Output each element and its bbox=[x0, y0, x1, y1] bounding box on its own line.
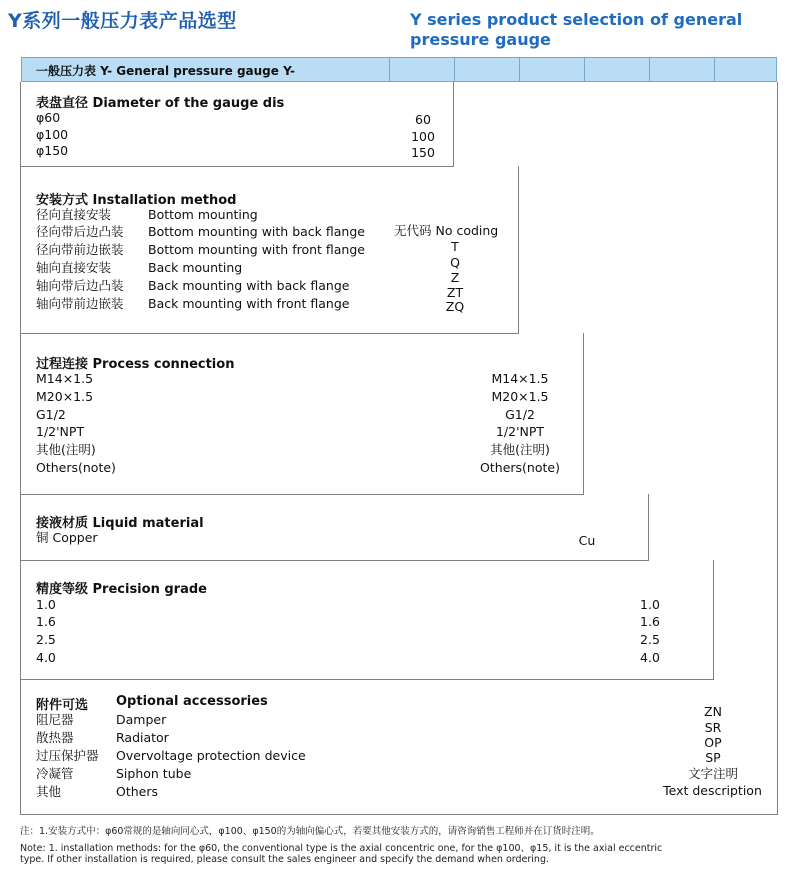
liquid-item-label: 铜 Copper bbox=[36, 530, 98, 545]
accessory-item-en: Overvoltage protection device bbox=[116, 748, 306, 763]
installation-item-en: Bottom mounting with front flange bbox=[148, 242, 365, 257]
accessory-item-en: Radiator bbox=[116, 730, 169, 745]
installation-item-en: Back mounting bbox=[148, 260, 243, 275]
page-title-en: Y series product selection of general pressure gauge bbox=[410, 10, 743, 49]
precision-item-label: 2.5 bbox=[36, 632, 56, 647]
installation-item-cn: 径向带前边嵌装 bbox=[36, 242, 124, 257]
header-label: 一般压力表 Y- General pressure gauge Y- bbox=[36, 64, 295, 78]
process-item-code: Others(note) bbox=[480, 460, 560, 475]
installation-item-cn: 轴向带前边嵌装 bbox=[36, 296, 124, 311]
accessory-item-en: Damper bbox=[116, 712, 167, 727]
installation-item-code: ZQ bbox=[445, 299, 465, 314]
accessory-item-en: Others bbox=[116, 784, 159, 799]
process-item-label: Others(note) bbox=[36, 460, 116, 475]
precision-item-label: 1.6 bbox=[36, 614, 56, 629]
process-item-code: 1/2'NPT bbox=[495, 424, 545, 439]
process-item-code: G1/2 bbox=[505, 407, 535, 422]
accessory-item-cn: 阻尼器 bbox=[36, 712, 74, 727]
installation-item-code: Z bbox=[450, 270, 460, 285]
installation-item-code: ZT bbox=[446, 285, 464, 300]
diameter-item-code: 60 bbox=[415, 112, 431, 127]
installation-item-cn: 径向直接安装 bbox=[36, 207, 112, 222]
header-bar bbox=[21, 57, 777, 82]
process-item-code: M14×1.5 bbox=[491, 371, 549, 386]
process-item-label: 1/2'NPT bbox=[36, 424, 85, 439]
process-item-label: M20×1.5 bbox=[36, 389, 94, 404]
diameter-item-code: 150 bbox=[411, 145, 435, 160]
precision-item-label: 1.0 bbox=[36, 597, 56, 612]
precision-item-label: 4.0 bbox=[36, 650, 56, 665]
process-item-code: M20×1.5 bbox=[491, 389, 549, 404]
diameter-item-label: φ100 bbox=[36, 127, 69, 142]
accessory-item-cn: 过压保护器 bbox=[36, 748, 99, 763]
installation-item-en: Back mounting with back flange bbox=[148, 278, 350, 293]
diameter-item-label: φ150 bbox=[36, 143, 69, 158]
page-title-cn: Y系列一般压力表产品选型 bbox=[8, 10, 237, 32]
process-title: 过程连接 Process connection bbox=[36, 357, 235, 372]
precision-item-code: 1.0 bbox=[640, 597, 660, 612]
process-item-label: M14×1.5 bbox=[36, 371, 94, 386]
accessory-item-code: SP bbox=[705, 750, 721, 765]
accessory-item-code: ZN bbox=[704, 704, 722, 719]
accessory-item-en: Siphon tube bbox=[116, 766, 192, 781]
installation-item-cn: 径向带后边凸装 bbox=[36, 224, 124, 239]
note-cn: 注：1.安装方式中：φ60常规的是轴向同心式，φ100、φ150的为轴向偏心式，若要其他安装方式的，请咨询销售工程师并在订货时注明。 bbox=[20, 826, 600, 837]
process-item-label: G1/2 bbox=[36, 407, 66, 422]
accessory-item-cn: 散热器 bbox=[36, 730, 74, 745]
process-item-code: 其他(注明) bbox=[490, 442, 550, 457]
installation-title: 安装方式 Installation method bbox=[36, 193, 237, 208]
accessories-title-en: Optional accessories bbox=[116, 694, 268, 709]
installation-item-en: Bottom mounting with back flange bbox=[148, 224, 365, 239]
installation-item-en: Bottom mounting bbox=[148, 207, 258, 222]
note-en-line2: type. If other installation is required, please consult the sales engineer and specify the demand when ordering. bbox=[20, 854, 549, 865]
precision-item-code: 1.6 bbox=[640, 614, 660, 629]
accessories-title-cn: 附件可选 bbox=[36, 698, 89, 713]
precision-title: 精度等级 Precision grade bbox=[36, 582, 207, 597]
precision-item-code: 4.0 bbox=[640, 650, 660, 665]
diameter-item-code: 100 bbox=[411, 129, 435, 144]
diameter-item-label: φ60 bbox=[36, 110, 61, 125]
installation-item-cn: 轴向直接安装 bbox=[36, 260, 112, 275]
precision-item-code: 2.5 bbox=[640, 632, 660, 647]
accessory-item-code: 文字注明 bbox=[687, 766, 738, 781]
liquid-title: 接液材质 Liquid material bbox=[36, 516, 204, 531]
installation-item-code: 无代码 No coding bbox=[394, 223, 499, 238]
installation-item-code: Q bbox=[450, 255, 460, 270]
liquid-item-code: Cu bbox=[578, 533, 596, 548]
process-item-label: 其他(注明) bbox=[36, 442, 96, 457]
accessory-item-cn: 其他 bbox=[36, 784, 62, 799]
installation-item-cn: 轴向带后边凸装 bbox=[36, 278, 124, 293]
installation-item-en: Back mounting with front flange bbox=[148, 296, 350, 311]
note-en-line1: Note: 1. installation methods: for the φ60, the conventional type is the axial concentric one, for the φ100、φ15, it is the axial eccentric bbox=[20, 843, 663, 854]
accessory-extra-code: Text description bbox=[663, 783, 762, 798]
accessory-item-cn: 冷凝管 bbox=[36, 766, 74, 781]
accessory-item-code: SR bbox=[704, 720, 722, 735]
accessory-item-code: OP bbox=[704, 735, 722, 750]
installation-item-code: T bbox=[451, 239, 459, 254]
diameter-title: 表盘直径 Diameter of the gauge dis bbox=[36, 96, 285, 111]
